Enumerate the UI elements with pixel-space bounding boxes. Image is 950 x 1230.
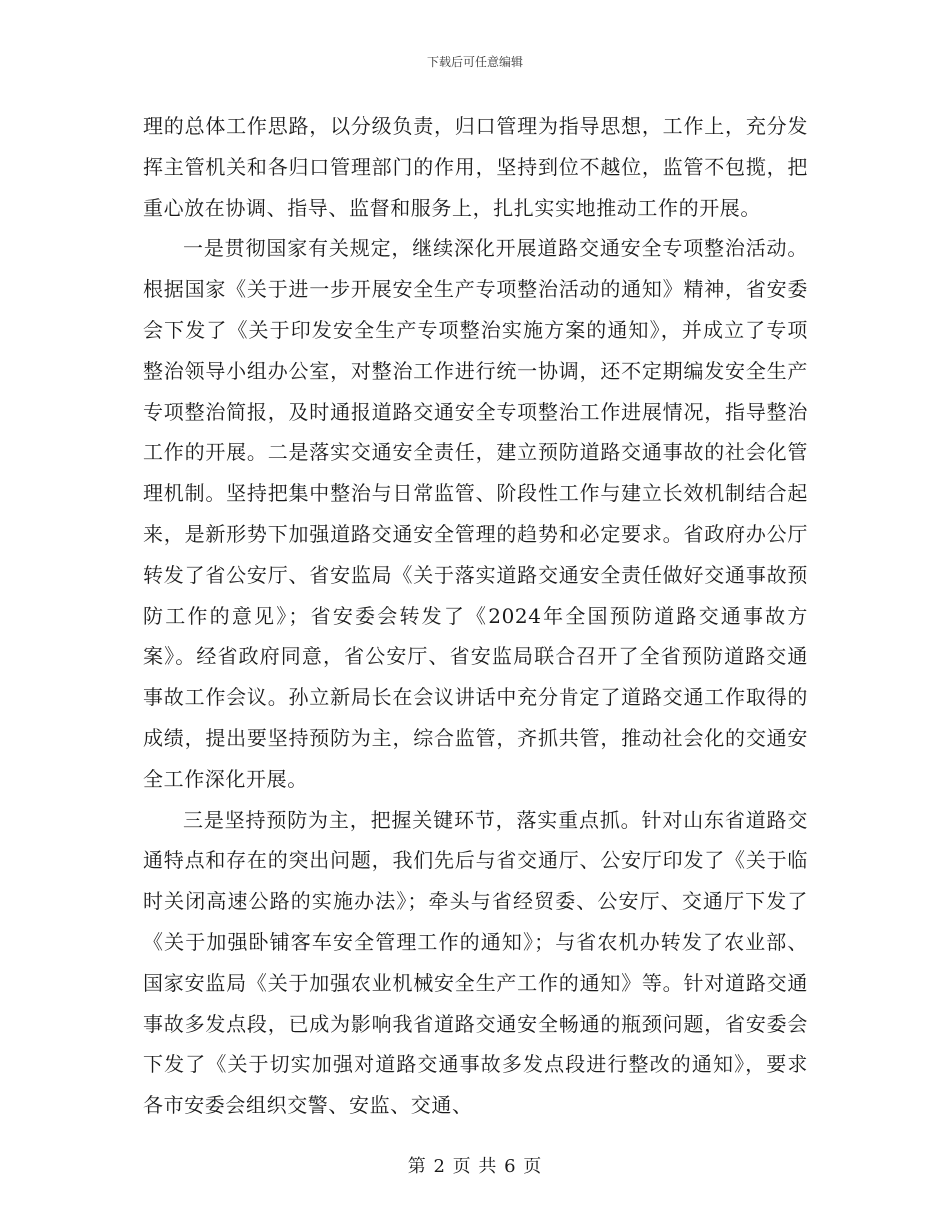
document-body (143, 106, 808, 1126)
paragraph-continued: 理的总体工作思路，以分级负责，归口管理为指导思想，工作上，充分发挥主管机关和各归口管理部门的作用，坚持到位不越位，监管不包揽，把重心放在协调、指导、监督和服务上，扎扎实实地推动工作的开展。 (143, 114, 808, 220)
paragraph-measure-three: 三是坚持预防为主，把握关键环节，落实重点抓。针对山东省道路交通特点和存在的突出问题，我们先后与省交通厅、公安厅印发了《关于临时关闭高速公路的实施办法》；牵头与省经贸委、公安厅、交通厅下发了《关于加强卧铺客车安全管理工作的通知》；与省农机办转发了农业部、国家安监局《关于加强农业机械安全生产工作的通知》等。针对道路交通事故多发点段，已成为影响我省道路交通安全畅通的瓶颈问题，省安委会下发了《关于切实加强对道路交通事故多发点段进行整改的通知》，要求各市安委会组织交警、安监、交通、 (143, 807, 808, 1118)
paragraph-measures-one-two: 一是贯彻国家有关规定，继续深化开展道路交通安全专项整治活动。根据国家《关于进一步开展安全生产专项整治活动的通知》精神，省安委会下发了《关于印发安全生产专项整治实施方案的通知》，并成立了专项整治领导小组办公室，对整治工作进行统一协调，还不定期编发安全生产专项整治简报，及时通报道路交通安全专项整治工作进展情况，指导整治工作的开展。二是落实交通安全责任，建立预防道路交通事故的社会化管理机制。坚持把集中整治与日常监管、阶段性工作与建立长效机制结合起来，是新形势下加强道路交通安全管理的趋势和必定要求。省政府办公厅转发了省公安厅、省安监局《关于落实道路交通安全责任做好交通事故预防工作的意见》；省安委会转发了《2024年全国预防道路交通事故方案》。经省政府同意，省公安厅、省安监局联合召开了全省预防道路交通事故工作会议。孙立新局长在会议讲话中充分肯定了道路交通工作取得的成绩，提出要坚持预防为主，综合监管，齐抓共管，推动社会化的交通安全工作深化开展。 (143, 236, 808, 791)
page-number: 第 2 页 共 6 页 (407, 1156, 543, 1177)
page-header-note: 下载后可任意编辑 (426, 55, 523, 69)
